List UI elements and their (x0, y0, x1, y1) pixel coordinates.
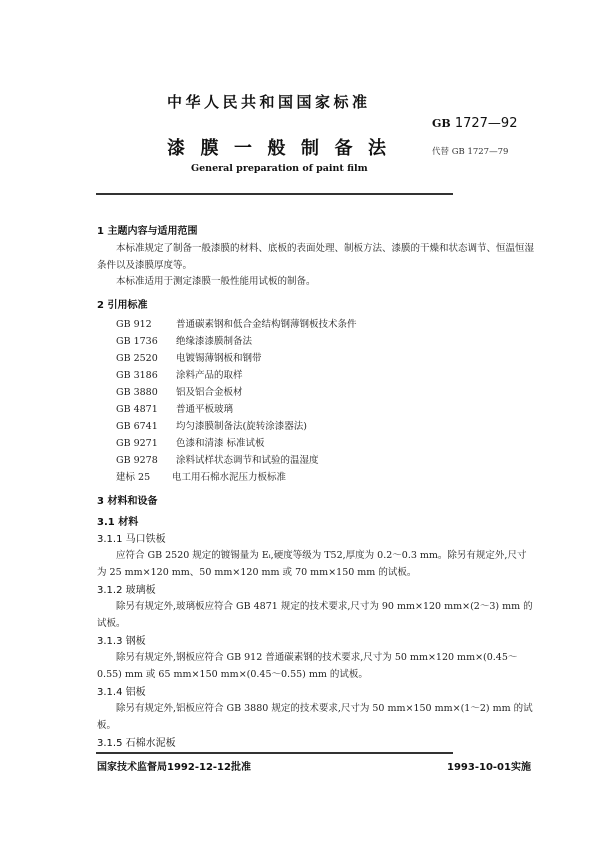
reference-title: 涂料产品的取样 (176, 370, 243, 381)
reference-title: 色漆和清漆 标准试板 (176, 438, 265, 449)
document-title: 漆膜一般制备法 (167, 138, 402, 159)
section-1-para-2: 本标准适用于测定漆膜一般性能用试板的制备。 (116, 276, 316, 287)
section-3-1-5-heading: 3.1.5 石棉水泥板 (97, 738, 176, 749)
section-3-1-1-line-1: 应符合 GB 2520 规定的镀锡量为 Eᵢ,硬度等级为 T52,厚度为 0.2～0.3 mm。除另有规定外,尺寸 (116, 550, 527, 561)
section-3-1-4-heading: 3.1.4 铝板 (97, 687, 146, 698)
reference-code: 建标 25 (116, 472, 151, 483)
reference-title: 涂料试样状态调节和试验的温湿度 (176, 455, 319, 466)
reference-title: 均匀漆膜制备法(旋转涂漆器法) (176, 421, 307, 432)
reference-code: GB 1736 (116, 336, 158, 347)
section-3-1-3-line-1: 除另有规定外,钢板应符合 GB 912 普通碳素钢的技术要求,尺寸为 50 mm×120 mm×(0.45～ (116, 652, 518, 663)
reference-item (116, 333, 252, 347)
reference-title: 普通平板玻璃 (176, 404, 234, 415)
reference-code: GB 9271 (116, 438, 158, 449)
section-3-1-2-heading: 3.1.2 玻璃板 (97, 585, 156, 596)
section-3-1-heading: 3.1 材料 (97, 517, 139, 528)
reference-code: GB 9278 (116, 455, 158, 466)
reference-item (116, 418, 307, 432)
english-title: General preparation of paint film (191, 163, 368, 174)
header-divider (96, 193, 453, 195)
section-3-1-2-line-1: 除另有规定外,玻璃板应符合 GB 4871 规定的技术要求,尺寸为 90 mm×120 mm×(2～3) mm 的 (116, 601, 533, 612)
standard-number-value: 1727—92 (454, 116, 518, 131)
section-3-heading: 3 材料和设备 (97, 496, 158, 507)
reference-title: 铝及铝合金板材 (176, 387, 243, 398)
reference-code: GB 3880 (116, 387, 158, 398)
reference-item (116, 350, 262, 364)
section-1-heading: 1 主题内容与适用范围 (97, 226, 198, 237)
reference-title: 绝缘漆漆膜制备法 (176, 336, 253, 347)
section-3-1-2-line-2: 试板。 (97, 618, 126, 629)
section-1-para-1-line-1: 本标准规定了制备一般漆膜的材料、底板的表面处理、制板方法、漆膜的干燥和状态调节、恒温恒湿 (116, 243, 535, 254)
section-3-1-1-line-2: 为 25 mm×120 mm、50 mm×120 mm 或 70 mm×150 mm 的试板。 (97, 567, 417, 578)
reference-code: GB 6741 (116, 421, 158, 432)
reference-item (116, 469, 286, 483)
reference-item (116, 367, 243, 381)
reference-item (116, 316, 357, 330)
reference-item (116, 435, 265, 449)
reference-item (116, 452, 319, 466)
reference-code: GB 3186 (116, 370, 158, 381)
reference-item (116, 384, 243, 398)
section-3-1-1-heading: 3.1.1 马口铁板 (97, 534, 166, 545)
reference-code: GB 2520 (116, 353, 158, 364)
country-standard-label: 中华人民共和国国家标准 (167, 93, 371, 111)
section-3-1-3-line-2: 0.55) mm 或 65 mm×150 mm×(0.45～0.55) mm 的试板。 (97, 669, 368, 680)
reference-title: 电工用石棉水泥压力板标准 (172, 472, 287, 483)
reference-code: GB 912 (116, 319, 152, 330)
reference-code: GB 4871 (116, 404, 158, 415)
reference-title: 普通碳素钢和低合金结构钢薄钢板技术条件 (176, 319, 357, 330)
standard-prefix: GB (432, 117, 451, 130)
reference-item (116, 401, 233, 415)
footer-divider (96, 752, 453, 754)
reference-title: 电镀锡薄钢板和钢带 (176, 353, 262, 364)
section-3-1-4-line-2: 板。 (97, 720, 117, 731)
section-1-para-1-line-2: 条件以及漆膜厚度等。 (97, 260, 193, 271)
replaces-standard: 代替 GB 1727—79 (432, 147, 509, 157)
section-2-heading: 2 引用标准 (97, 300, 148, 311)
effective-date: 1993-10-01实施 (447, 762, 531, 773)
standard-number (432, 116, 517, 131)
approval-date: 国家技术监督局1992-12-12批准 (97, 762, 251, 773)
section-3-1-4-line-1: 除另有规定外,铝板应符合 GB 3880 规定的技术要求,尺寸为 50 mm×150 mm×(1～2) mm 的试 (116, 703, 533, 714)
section-3-1-3-heading: 3.1.3 钢板 (97, 636, 146, 647)
